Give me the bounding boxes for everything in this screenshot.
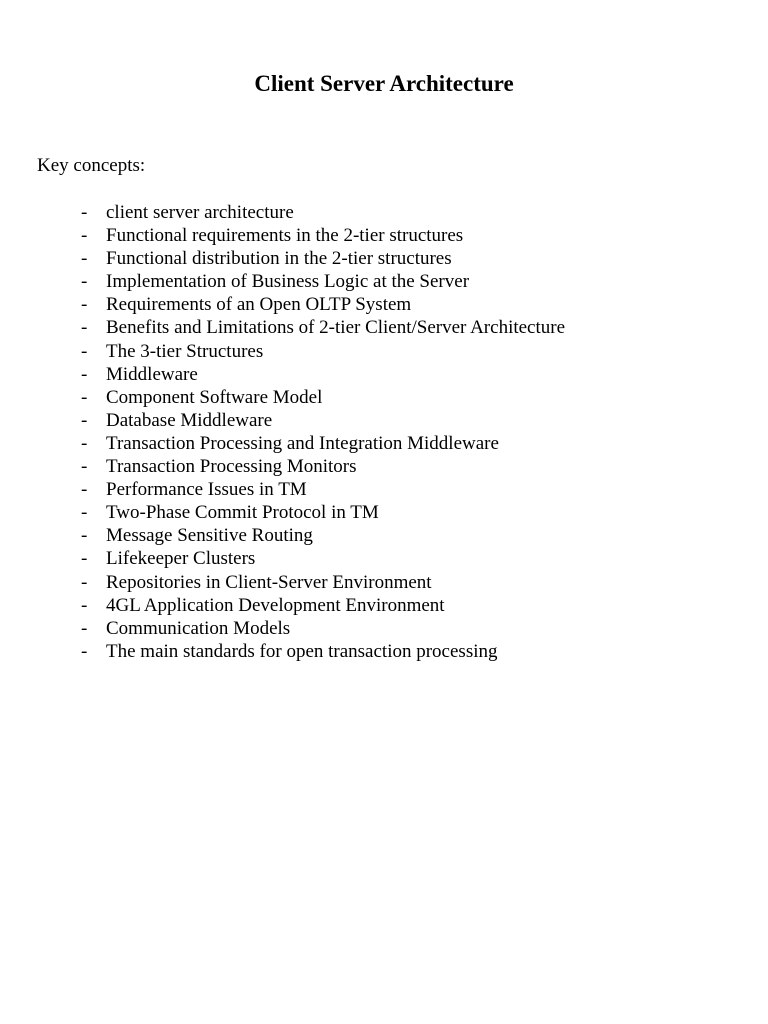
list-bullet-dash: - <box>81 525 88 547</box>
concept-text: client server architecture <box>106 202 294 223</box>
key-concepts-heading: Key concepts: <box>37 155 146 176</box>
list-bullet-dash: - <box>81 248 88 270</box>
concept-text: Two-Phase Commit Protocol in TM <box>106 502 379 524</box>
list-bullet-dash: - <box>81 502 88 524</box>
concept-text: The 3-tier Structures <box>106 340 264 362</box>
list-bullet-dash: - <box>81 479 88 501</box>
concept-text: The main standards for open transaction processing <box>106 640 498 662</box>
list-bullet-dash: - <box>81 386 88 408</box>
concept-text: Implementation of Business Logic at the Server <box>106 271 470 293</box>
list-bullet-dash: - <box>81 571 88 593</box>
list-bullet-dash: - <box>81 225 88 247</box>
list-bullet-dash: - <box>81 409 88 431</box>
concept-text: Transaction Processing Monitors <box>106 456 357 478</box>
list-bullet-dash: - <box>81 456 88 478</box>
concept-text: 4GL Application Development Environment <box>106 594 445 616</box>
list-bullet-dash: - <box>81 594 88 616</box>
concept-text: Message Sensitive Routing <box>106 525 313 547</box>
concept-text: Middleware <box>106 363 198 385</box>
concept-text: Transaction Processing and Integration Middleware <box>106 432 499 454</box>
concept-text: Benefits and Limitations of 2-tier Client/Server Architecture <box>106 317 566 339</box>
concept-text: Repositories in Client-Server Environment <box>106 571 432 593</box>
list-bullet-dash: - <box>81 340 88 362</box>
list-bullet-dash: - <box>81 271 88 293</box>
list-bullet-dash: - <box>81 317 88 339</box>
concept-text: Functional requirements in the 2-tier structures <box>106 225 464 247</box>
list-bullet-dash: - <box>81 294 88 316</box>
concept-text: Component Software Model <box>106 386 323 408</box>
concept-text: Requirements of an Open OLTP System <box>106 294 412 316</box>
list-bullet-dash: - <box>81 640 88 662</box>
concept-text: Functional distribution in the 2-tier structures <box>106 248 452 270</box>
concept-text: Performance Issues in TM <box>106 479 307 501</box>
list-bullet-dash: - <box>81 363 88 385</box>
concept-text: Database Middleware <box>106 409 273 431</box>
list-bullet-dash: - <box>81 617 88 639</box>
list-bullet-dash: - <box>81 432 88 454</box>
concept-text: Communication Models <box>106 617 291 639</box>
concept-text: Lifekeeper Clusters <box>106 548 256 570</box>
document-title: Client Server Architecture <box>254 71 514 96</box>
list-bullet-dash: - <box>81 202 88 223</box>
list-bullet-dash: - <box>81 548 88 570</box>
